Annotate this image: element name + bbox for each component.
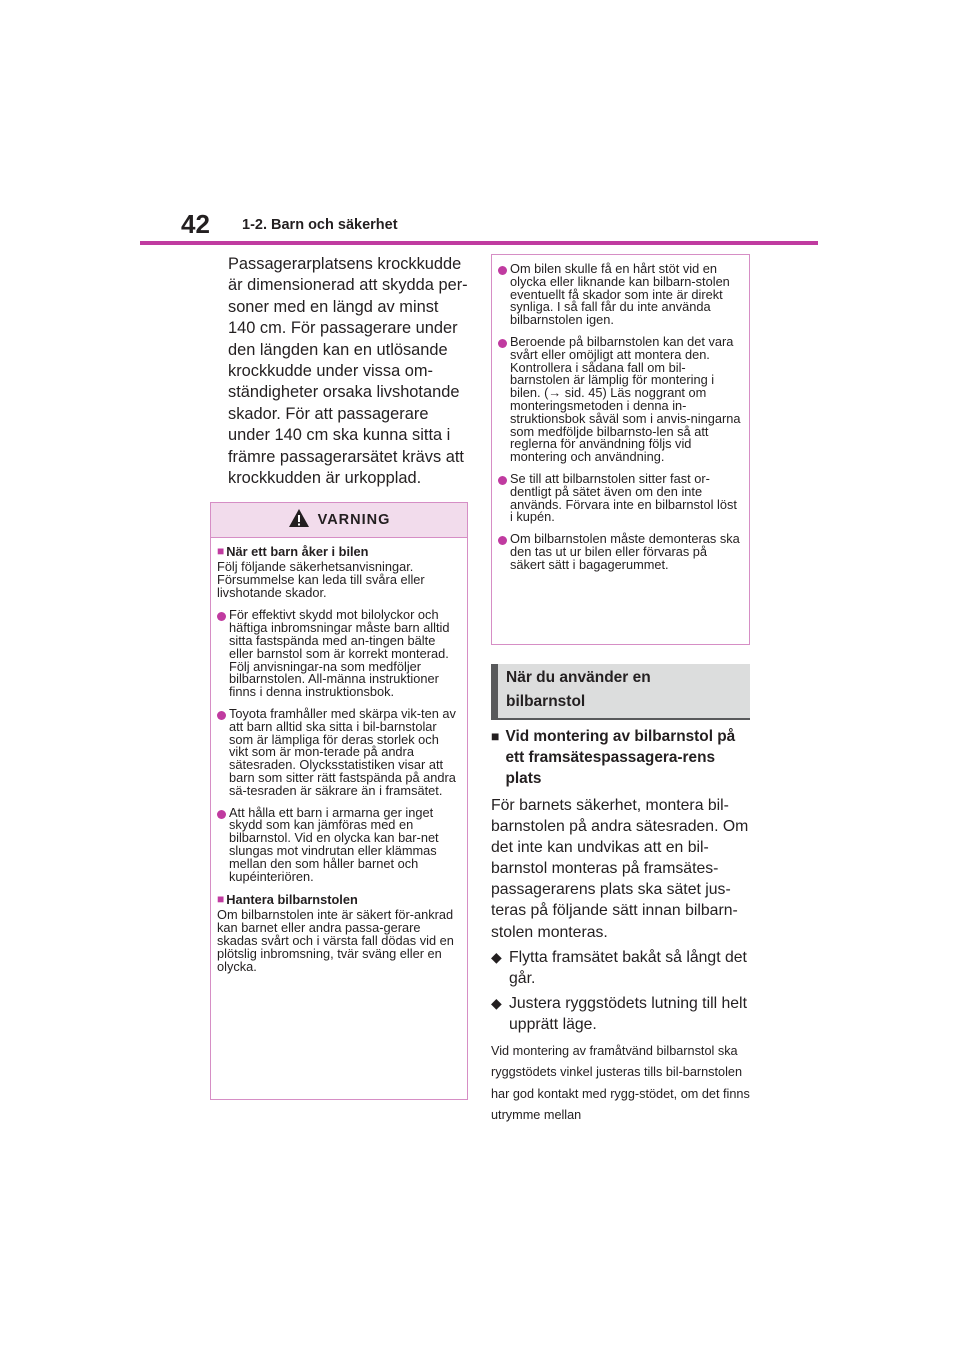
subheading — [491, 726, 753, 789]
list-item-text: Toyota framhåller med skärpa vik-ten av att barn alltid ska sitta i bil-barnstolar som är lämpliga för deras storlek och vikt som är mon-terade på andra sätesraden. Olycksstatistiken visar att barn som sitter rätt fastspända på andra sä-tesraden är säkrare än i framsätet. — [229, 705, 456, 798]
warning-title: VARNING — [317, 512, 391, 528]
right-column-text — [491, 726, 753, 1127]
square-bullet-icon: ■ — [491, 728, 500, 744]
list-item — [498, 333, 743, 465]
warning-header — [211, 503, 467, 538]
bullet-dot-icon — [498, 476, 507, 485]
warning-box — [210, 502, 468, 1100]
text-line: krockkudden är urkopplad. — [228, 469, 422, 488]
text-line: under 140 cm ska kunna sitta i — [228, 426, 451, 445]
list-item — [498, 470, 743, 525]
section-heading-bar — [491, 664, 750, 720]
list-item-text: Beroende på bilbarnstolen kan det vara svårt eller omöjligt att montera den. Kontrollera i sådana fall om bil-barnstolen är lämplig för montering i bilen. (→ sid. 45) Läs noggrant om monteringsmetoden i denna in-struktionsbok såväl som i anvis-ningarna som medföljde bilbarnsto-len så att reglerna för användning följs vid montering och användning. — [510, 333, 741, 465]
heading-text: När ett barn åker i bilen — [226, 544, 369, 559]
diamond-bullet-icon: ◆ — [491, 948, 502, 965]
diamond-bullet-icon: ◆ — [491, 994, 502, 1011]
square-bullet-icon: ■ — [217, 544, 225, 558]
bullet-dot-icon — [498, 536, 507, 545]
small-paragraph: Vid montering av framåtvänd bilbarnstol ska ryggstödets vinkel justeras tills bil-barnstolen har god kontakt med rygg-stödet, om det finns utrymme mellan — [491, 1043, 750, 1123]
list-item-text: Om bilen skulle få en hårt stöt vid en olycka eller liknande kan bilbarn-stolen eventuellt få skador som inte är direkt synliga. I så fall får du inte använda bilbarnstolen igen. — [510, 261, 730, 328]
section-heading-line: bilbarnstol — [506, 693, 586, 710]
text-line: ständigheter orsaka livshotande — [228, 383, 460, 402]
warning-section-text: Följ följande säkerhetsanvisningar. Försummelse kan leda till svåra eller livshotande skador. — [217, 559, 425, 600]
section-heading-line: När du använder en — [506, 669, 651, 686]
list-item-text: Om bilbarnstolen måste demonteras ska den tas ut ur bilen eller förvaras på säkert sätt i bagagerummet. — [510, 531, 740, 572]
header-rule — [140, 241, 818, 245]
list-item — [217, 705, 461, 798]
square-bullet-icon: ■ — [217, 892, 225, 907]
warning-triangle-icon — [288, 508, 310, 533]
list-item — [491, 993, 753, 1035]
bullet-dot-icon — [217, 810, 226, 819]
list-item-text: För effektivt skydd mot bilolyckor och häftiga inbromsningar måste barn alltid sitta fastspända med an-tingen bälte eller barnstol som är korrekt monterad. Följ anvisningar-na som medföljer bilbarnstolen. All-männa instruktioner finns i denna instruktionsbok. — [229, 607, 450, 700]
bullet-dot-icon — [498, 266, 507, 275]
heading-text: Hantera bilbarnstolen — [226, 892, 358, 908]
section-title: 1-2. Barn och säkerhet — [242, 217, 398, 233]
bullet-dot-icon — [498, 339, 507, 348]
body-paragraph: För barnets säkerhet, montera bil-barnstolen på andra sätesraden. Om det inte kan undvikas att en bil-barnstol monteras på framsätes-passagerarens plats ska sätet jus-teras på följande sätt innan bilbarn-stolen monteras. — [491, 797, 749, 941]
list-item — [498, 533, 743, 571]
list-item — [217, 804, 461, 884]
page-number: 42 — [181, 209, 210, 239]
text-line: krockkudde under vissa om- — [228, 362, 433, 381]
warning-section-text: Om bilbarnstolen inte är säkert för-ankrad kan barnet eller andra passa-gerare skadas svårt och i värsta fall dödas vid en plötslig inbromsning, tvär sväng eller en olycka. — [217, 907, 454, 974]
list-item — [217, 609, 461, 699]
warning-continued-box — [491, 254, 750, 645]
warning-section-heading — [217, 544, 461, 559]
text-line: den längden kan en utlösande — [228, 340, 448, 359]
text-line: främre passagerarsätet krävs att — [228, 447, 464, 466]
warning-section-heading — [217, 892, 461, 907]
bullet-dot-icon — [217, 612, 226, 621]
text-line: skador. För att passagerare — [228, 404, 429, 423]
list-item-text: Att hålla ett barn i armarna ger inget skydd som kan jämföras med en bilbarnstol. Vid en olycka kan bar-net slungas mot vindrutan eller klämmas mellan den som håller barnet och kupéinteriören. — [229, 804, 439, 884]
left-column-text — [228, 254, 468, 489]
text-line: soner med en längd av minst — [228, 297, 439, 316]
bullet-dot-icon — [217, 711, 226, 720]
list-item-text: Flytta framsätet bakåt så långt det går. — [509, 948, 747, 987]
list-item-text: Se till att bilbarnstolen sitter fast or-dentligt på sätet även om den inte används. Förvara inte en bilbarnstol löst i kupén. — [510, 470, 737, 525]
list-item-text: Justera ryggstödets lutning till helt upprätt läge. — [509, 994, 747, 1033]
text-line: 140 cm. För passagerare under — [228, 319, 458, 338]
list-item — [498, 263, 743, 327]
list-item — [491, 947, 753, 989]
text-line: är dimensionerad att skydda per- — [228, 276, 468, 295]
subheading-text: Vid montering av bilbarnstol på ett framsätespassagera-rens plats — [505, 728, 736, 787]
text-line: Passagerarplatsens krockkudde — [228, 255, 462, 273]
